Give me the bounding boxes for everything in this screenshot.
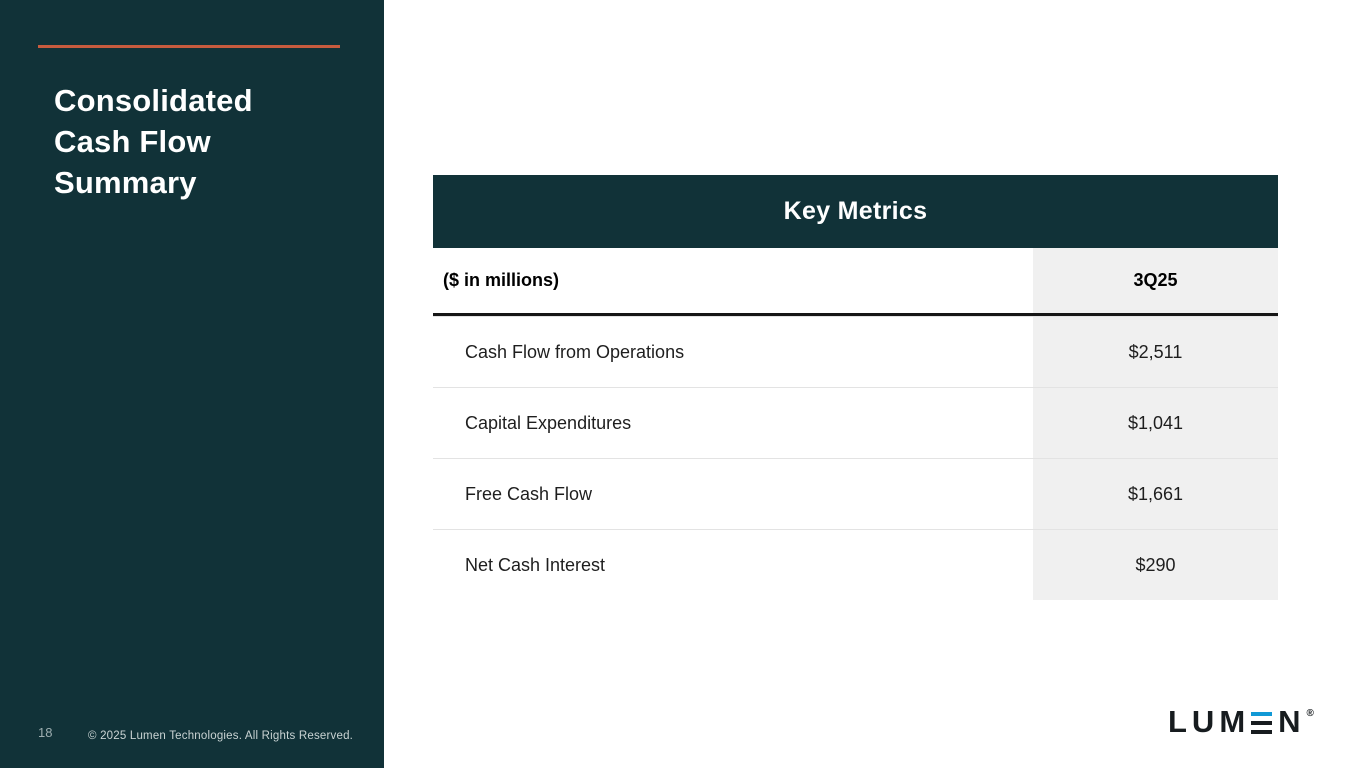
slide-title [54, 80, 253, 203]
row-label: Cash Flow from Operations [433, 317, 1033, 387]
logo-e-icon [1251, 712, 1272, 734]
table-row [433, 529, 1278, 600]
lumen-logo [1168, 704, 1314, 739]
row-label: Free Cash Flow [433, 459, 1033, 529]
logo-e-bottom-bar [1251, 730, 1272, 734]
table-column-header-row [433, 248, 1278, 316]
copyright-text: © 2025 Lumen Technologies. All Rights Reserved. [88, 730, 354, 742]
title-line-2: Cash Flow [54, 124, 211, 159]
table-row [433, 458, 1278, 529]
logo-e-middle-bar [1251, 721, 1272, 725]
row-value: $1,661 [1033, 459, 1278, 529]
page-number: 18 [38, 725, 53, 740]
row-value: $1,041 [1033, 388, 1278, 458]
row-label: Capital Expenditures [433, 388, 1033, 458]
title-line-1: Consolidated [54, 83, 253, 118]
unit-label: ($ in millions) [433, 248, 1033, 313]
title-line-3: Summary [54, 165, 197, 200]
registered-trademark-icon: ® [1306, 708, 1314, 719]
period-column-header: 3Q25 [1033, 248, 1278, 313]
table-title: Key Metrics [433, 175, 1278, 248]
logo-text-prefix: LUM [1168, 704, 1251, 739]
logo-text-suffix: N [1278, 704, 1306, 739]
row-label: Net Cash Interest [433, 530, 1033, 600]
sidebar [0, 0, 384, 768]
table-row [433, 316, 1278, 387]
table-row [433, 387, 1278, 458]
logo-e-blue-bar [1251, 712, 1272, 716]
row-value: $290 [1033, 530, 1278, 600]
key-metrics-table [433, 175, 1278, 600]
row-value: $2,511 [1033, 317, 1278, 387]
accent-line [38, 45, 340, 48]
